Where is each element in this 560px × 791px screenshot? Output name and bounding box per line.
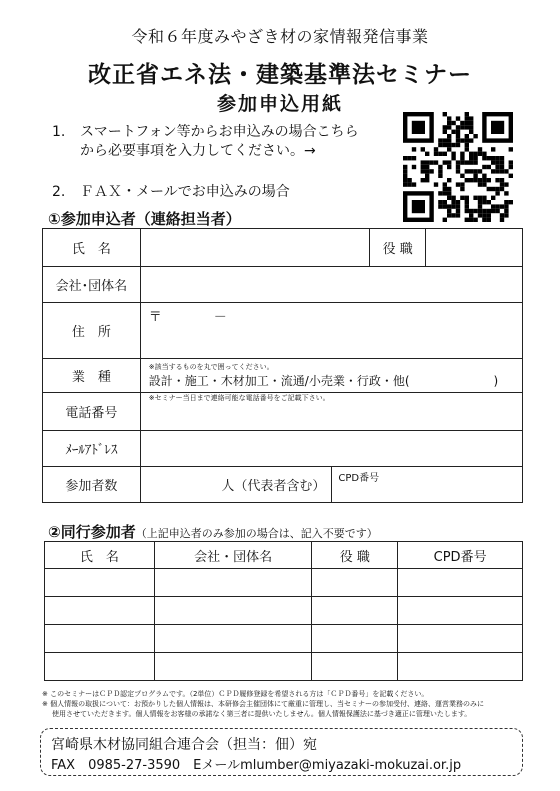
phone-field[interactable]	[140, 393, 522, 431]
phone-label: 電話番号	[43, 393, 141, 431]
position-cell[interactable]	[312, 625, 398, 653]
email-field[interactable]	[140, 431, 522, 467]
count-label: 参加者数	[43, 467, 141, 503]
address-field[interactable]	[140, 303, 522, 359]
contact-box	[40, 728, 523, 776]
position-field[interactable]	[426, 229, 523, 267]
cpd-label: CPD番号	[338, 473, 380, 484]
email-label: ﾒｰﾙｱﾄﾞﾚｽ	[43, 431, 141, 467]
company-field[interactable]	[140, 267, 522, 303]
name-cell[interactable]	[45, 569, 155, 597]
notes	[42, 689, 542, 719]
company-label: 会社･団体名	[43, 267, 141, 303]
industry-note: ※該当するものを丸で囲ってください。	[148, 362, 274, 371]
position-cell[interactable]	[312, 597, 398, 625]
form-title: 参加申込用紙	[216, 93, 343, 115]
table-row	[45, 653, 523, 681]
cpd-cell[interactable]	[398, 625, 523, 653]
contact-org: 宮崎県木材協同組合連合会（担当：佃）宛	[51, 737, 317, 753]
companion-table	[44, 541, 523, 681]
name-cell[interactable]	[45, 653, 155, 681]
position-cell[interactable]	[312, 569, 398, 597]
header-line1: 令和６年度みやざき材の家情報発信事業	[131, 27, 429, 46]
section1-title: ①参加申込者（連絡担当者）	[48, 210, 241, 228]
company-cell[interactable]	[154, 569, 312, 597]
name-cell[interactable]	[45, 597, 155, 625]
name-label: 氏 名	[43, 229, 141, 267]
company-cell[interactable]	[154, 597, 312, 625]
col-header-cpd: CPD番号	[398, 542, 523, 569]
postal-mark: 〒 －	[148, 310, 227, 325]
name-field[interactable]	[140, 229, 370, 267]
count-field[interactable]	[140, 467, 332, 503]
step1-number: 1.	[52, 124, 66, 140]
seminar-title: 改正省エネ法・建築基準法セミナー	[88, 62, 472, 88]
table-row	[45, 597, 523, 625]
col-header-company: 会社・団体名	[154, 542, 312, 569]
cpd-cell[interactable]	[398, 653, 523, 681]
step1-line1: スマートフォン等からお申込みの場合こちら	[80, 124, 359, 140]
table-row	[45, 625, 523, 653]
section2-title-text: ②同行参加者	[48, 523, 136, 541]
phone-note: ※セミナー当日まで連絡可能な電話番号をご記載下さい。	[148, 394, 330, 402]
section2-subtitle: （上記申込者のみ参加の場合は、記入不要です）	[135, 527, 378, 540]
col-header-position: 役 職	[312, 542, 398, 569]
company-cell[interactable]	[154, 625, 312, 653]
step2-number: 2.	[52, 184, 66, 200]
address-label: 住 所	[43, 303, 141, 359]
company-cell[interactable]	[154, 653, 312, 681]
col-header-name: 氏 名	[45, 542, 155, 569]
count-unit: 人（代表者含む）	[221, 479, 326, 494]
step1-line2: から必要事項を入力してください。→	[80, 143, 316, 159]
table-row	[45, 569, 523, 597]
applicant-table	[42, 228, 523, 503]
contact-fax-email[interactable]: FAX 0985-27-3590 Eメールmlumber@miyazaki-mokuzai.or.jp	[51, 758, 462, 773]
industry-options: 設計・施工・木材加工・流通/小売業・行政・他( )	[148, 373, 499, 388]
industry-field[interactable]	[140, 359, 522, 393]
note-privacy-2: 使用させていただきます。個人情報をお客様の承諾なく第三者に提供いたしません。個人情報保護法に基づき適正に管理いたします。	[52, 710, 472, 718]
step2-text: ＦＡＸ・メールでお申込みの場合	[80, 184, 290, 200]
section2-title	[48, 521, 378, 542]
cpd-field[interactable]	[332, 467, 523, 503]
cpd-cell[interactable]	[398, 569, 523, 597]
name-cell[interactable]	[45, 625, 155, 653]
position-cell[interactable]	[312, 653, 398, 681]
position-label: 役 職	[370, 229, 426, 267]
note-cpd: ※ このセミナーはＣＰＤ認定プログラムです。（2単位）ＣＰＤ履修登録を希望される方は「ＣＰＤ番号」を記載ください。	[42, 690, 429, 698]
qr-code-icon[interactable]	[403, 112, 513, 222]
cpd-cell[interactable]	[398, 597, 523, 625]
note-privacy-1: ※ 個人情報の取扱について：お預かりした個人情報は、本研修会主催団体にて厳重に管理し、当セミナーの参加受付、連絡、運営業務のみに	[42, 700, 484, 708]
industry-label: 業 種	[43, 359, 141, 393]
